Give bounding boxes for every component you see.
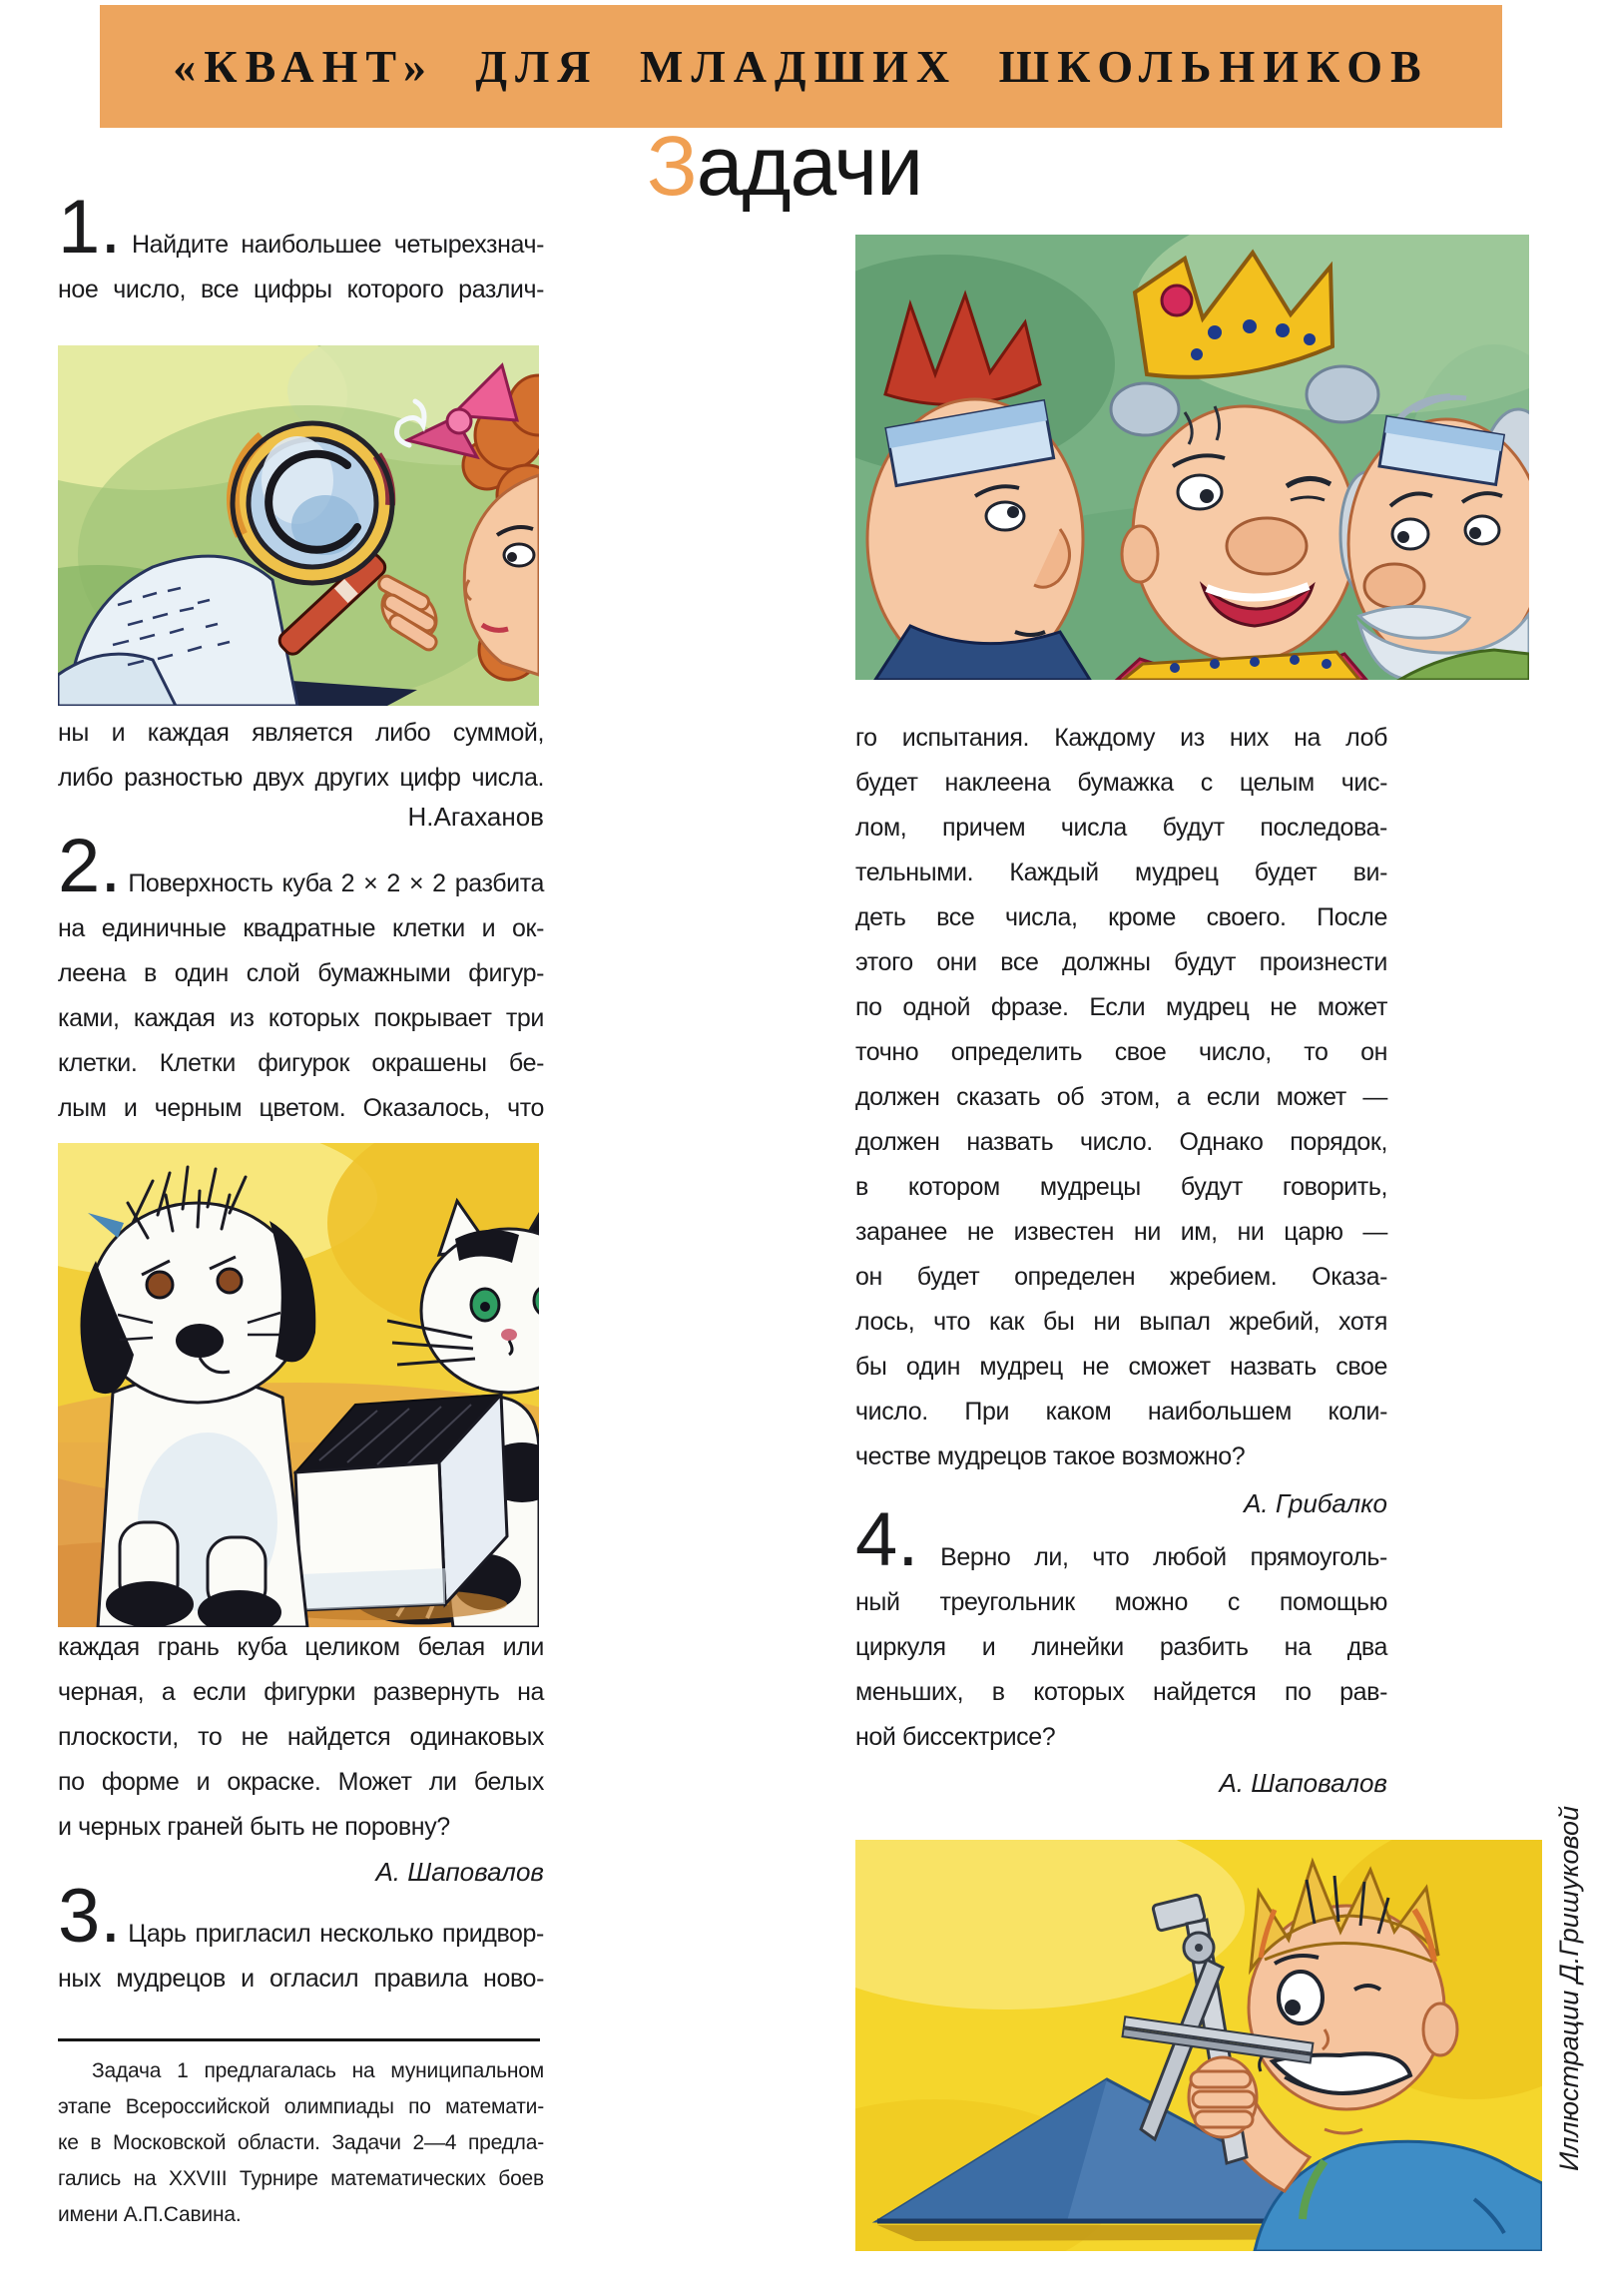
page-title	[647, 120, 922, 212]
problem-2-first-text: Поверхность куба 2 × 2 × 2 разбита	[128, 869, 544, 897]
problem-2-author: А. Шаповалов	[375, 1857, 544, 1887]
text-line: должен сказать об этом, а если может —	[855, 1083, 1387, 1111]
text-line: по одной фразе. Если мудрец не может	[855, 993, 1387, 1021]
problem-1-number: 1.	[58, 185, 122, 270]
text-line: этого они все должны будут произнести	[855, 948, 1387, 976]
text-line: на единичные квадратные клетки и ок-	[58, 914, 544, 942]
text-line: лось, что как бы ни выпал жребий, хотя	[855, 1308, 1387, 1336]
text-line: число. При каком наибольшем коли-	[855, 1398, 1387, 1426]
footnote	[58, 2053, 544, 2233]
illustration-boy-with-compass	[855, 1840, 1542, 2251]
text-line: ных мудрецов и огласил правила ново-	[58, 1965, 544, 1993]
text-line: леена в один слой бумажными фигур-	[58, 959, 544, 987]
text-line: тельными. Каждый мудрец будет ви-	[855, 859, 1387, 886]
problem-1-author: Н.Агаханов	[407, 802, 544, 832]
text-line: го испытания. Каждому из них на лоб	[855, 724, 1387, 752]
problem-2-first-line	[58, 824, 544, 910]
problem-3-first-line	[58, 1874, 544, 1961]
problem-3-text-b	[855, 716, 1387, 1479]
text-line: ками, каждая из которых покрывает три	[58, 1004, 544, 1032]
text-line: ке в Московской области. Задачи 2—4 предла-	[58, 2131, 544, 2154]
text-line: заранее не известен ни им, ни царю —	[855, 1218, 1387, 1246]
text-line: Задача 1 предлагалась на муниципальном	[92, 2059, 544, 2082]
text-line: точно определить свое число, то он	[855, 1038, 1387, 1066]
problem-1-first-line	[58, 185, 544, 272]
text-line: бы один мудрец не сможет назвать свое	[855, 1353, 1387, 1381]
text-line: либо разностью двух других цифр числа.	[58, 764, 544, 792]
problem-2-text-b	[58, 1625, 544, 1850]
footnote-rule	[58, 2038, 540, 2041]
problem-1-first-text: Найдите наибольшее четырехзнач-	[131, 231, 544, 259]
text-line: деть все числа, кроме своего. После	[855, 903, 1387, 931]
text-line: и черных граней быть не поровну?	[58, 1813, 450, 1841]
text-line: по форме и окраске. Может ли белых	[58, 1768, 544, 1796]
text-line: черная, а если фигурки развернуть на	[58, 1678, 544, 1706]
text-line: будет наклеена бумажка с целым чис-	[855, 769, 1387, 797]
text-line: ны и каждая является либо суммой,	[58, 719, 544, 747]
text-line: плоскости, то не найдется одинаковых	[58, 1723, 544, 1751]
text-line: лом, причем числа будут последова-	[855, 814, 1387, 842]
problem-1-text-a	[58, 268, 544, 312]
problem-4-first-line	[855, 1497, 1387, 1584]
illustration-king-and-wise-men	[855, 235, 1529, 680]
text-line: лым и черным цветом. Оказалось, что	[58, 1094, 544, 1122]
problem-3-author: А. Грибалко	[1244, 1488, 1387, 1518]
problem-2-text-a	[58, 906, 544, 1131]
illustrator-credit: Иллюстрации Д.Гришуковой	[1554, 1805, 1584, 2172]
problem-3-first-text: Царь пригласил несколько придвор-	[128, 1920, 544, 1948]
header-banner: «КВАНТ» ДЛЯ МЛАДШИХ ШКОЛЬНИКОВ	[100, 5, 1502, 128]
problem-3-text-a	[58, 1957, 544, 2002]
problem-4-author: А. Шаповалов	[1219, 1768, 1387, 1798]
text-line: циркуля и линейки разбить на два	[855, 1633, 1387, 1661]
title-accent-letter: З	[647, 119, 697, 213]
text-line: ное число, все цифры которого различ-	[58, 276, 544, 303]
text-line: этапе Всероссийской олимпиады по математи-	[58, 2095, 544, 2118]
illustration-dog-cat-cube	[58, 1143, 539, 1627]
problem-4-text-a	[855, 1580, 1387, 1760]
title-rest: адачи	[696, 119, 923, 213]
text-line: гались на XXVIII Турнире математических боев	[58, 2167, 544, 2190]
problem-3-number: 3.	[58, 1874, 122, 1959]
text-line: клетки. Клетки фигурок окрашены бе-	[58, 1049, 544, 1077]
text-line: в котором мудрецы будут говорить,	[855, 1173, 1387, 1201]
problem-4-first-text: Верно ли, что любой прямоуголь-	[940, 1543, 1387, 1571]
text-line: ный треугольник можно с помощью	[855, 1588, 1387, 1616]
text-line: должен назвать число. Однако порядок,	[855, 1128, 1387, 1156]
problem-2-number: 2.	[58, 824, 122, 908]
illustration-girl-with-magnifier	[58, 345, 539, 706]
text-line: честве мудрецов такое возможно?	[855, 1442, 1246, 1470]
problem-4-number: 4.	[855, 1497, 919, 1582]
text-line: меньших, в которых найдется по рав-	[855, 1678, 1387, 1706]
text-line: он будет определен жребием. Оказа-	[855, 1263, 1387, 1291]
problem-1-text-b	[58, 711, 544, 801]
text-line: ной биссектрисе?	[855, 1723, 1056, 1751]
text-line: каждая грань куба целиком белая или	[58, 1633, 544, 1661]
text-line: имени А.П.Савина.	[58, 2203, 242, 2226]
